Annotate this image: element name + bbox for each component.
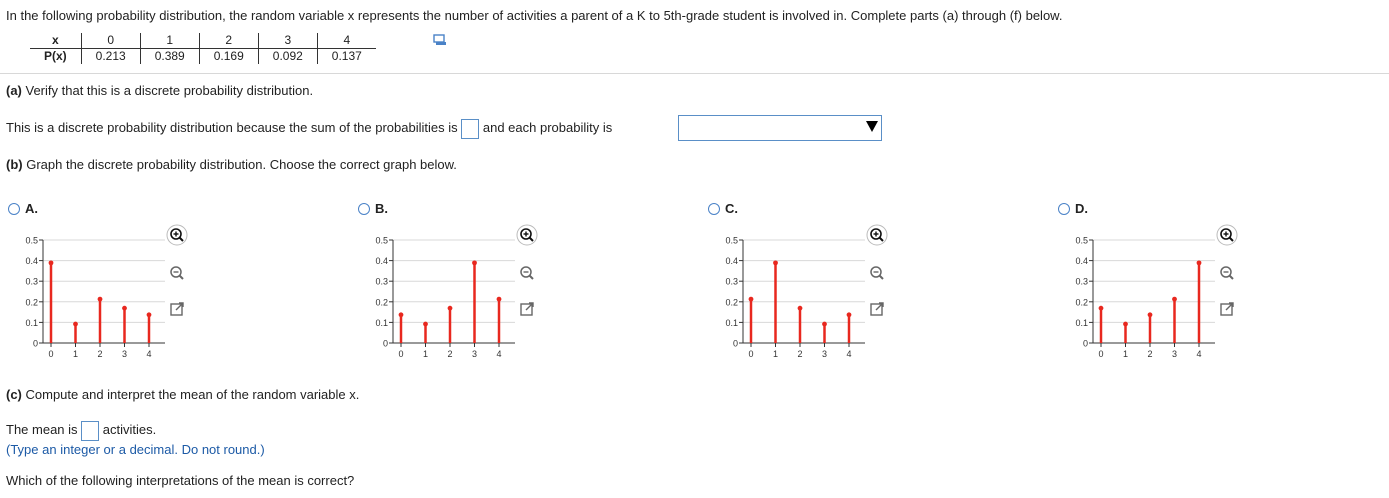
x-tick-label: 4 [496,349,502,359]
x-tick-label: 0 [48,349,54,359]
y-tick-label: 0.1 [25,317,38,328]
x-tick-label: 0 [748,349,754,359]
part-a-sentence-start: This is a discrete probability distribution because the sum of the probabilities is [6,120,458,135]
interpretation-prompt: Which of the following interpretations of the mean is correct? [6,473,355,488]
option-a[interactable] [8,200,38,216]
p-value: 0.389 [140,49,199,65]
y-tick-label: 0.5 [1075,235,1088,246]
bar-point [98,297,103,302]
option-d-label: D. [1075,201,1088,217]
bar-point [423,322,428,327]
x-tick-label: 1 [1122,349,1129,359]
option-a-radio[interactable] [8,203,20,215]
y-tick-label: 0.2 [25,297,38,308]
mean-sentence [6,419,156,441]
bar-point [122,306,127,311]
zoom-out-icon[interactable] [166,262,188,284]
bar-point [147,312,152,317]
option-a-label: A. [25,201,38,217]
copy-table-icon[interactable] [433,34,447,46]
answer-format-hint: (Type an integer or a decimal. Do not round.) [6,442,265,457]
y-tick-label: 0.1 [725,317,738,328]
zoom-in-icon[interactable] [166,224,188,246]
part-c-heading [6,387,359,402]
mean-suffix: activities. [102,422,157,437]
x-tick-label: 2 [1147,349,1153,359]
table-prob-row [30,49,376,65]
part-a-heading-text: Verify that this is a discrete probability distribution. [21,83,314,98]
bar-point [1123,322,1128,327]
y-tick-label: 0.5 [25,235,38,246]
x-tick-label: 3 [1171,349,1178,359]
x-tick-label: 3 [121,349,128,359]
x-tick-label: 2 [447,349,453,359]
bar-point [49,260,54,265]
chart-option-d [1055,228,1215,360]
bar-point [1148,312,1153,317]
x-value: 0 [81,33,140,49]
p-value: 0.137 [317,49,376,65]
y-tick-label: 0 [382,338,388,349]
x-tick-label: 0 [1098,349,1104,359]
y-tick-label: 0.3 [725,276,738,287]
popout-icon[interactable] [866,298,888,320]
option-d-radio[interactable] [1058,203,1070,215]
x-label: x [30,33,81,49]
option-d[interactable] [1058,200,1088,216]
y-tick-label: 0.2 [725,297,738,308]
y-tick-label: 0.1 [375,317,388,328]
probability-property-dropdown[interactable] [678,115,882,141]
y-tick-label: 0.4 [25,256,38,267]
bar-point [497,297,502,302]
dropdown-arrow-icon[interactable] [866,121,878,132]
bar-point [472,260,477,265]
x-value: 3 [258,33,317,49]
y-tick-label: 0.2 [375,297,388,308]
x-tick-label: 3 [821,349,828,359]
part-b-heading [6,157,457,172]
x-tick-label: 3 [471,349,478,359]
x-value: 1 [140,33,199,49]
zoom-out-icon[interactable] [516,262,538,284]
mean-prefix: The mean is [6,422,78,437]
x-tick-label: 0 [398,349,404,359]
bar-point [847,312,852,317]
y-tick-label: 0.4 [725,256,738,267]
bar-point [73,322,78,327]
chart-d-tools [1216,224,1238,320]
mean-answer-input[interactable] [81,421,99,441]
y-tick-label: 0 [1082,338,1088,349]
y-tick-label: 0.5 [375,235,388,246]
zoom-in-icon[interactable] [1216,224,1238,246]
x-value: 4 [317,33,376,49]
x-tick-label: 1 [72,349,79,359]
popout-icon[interactable] [1216,298,1238,320]
option-b[interactable] [358,200,388,216]
x-tick-label: 1 [772,349,779,359]
bar-point [798,306,803,311]
x-value: 2 [199,33,258,49]
part-a-letter: (a) [6,83,22,98]
section-divider [0,73,1389,74]
question-intro: In the following probability distribution, the random variable x represents the number of activities a parent of a K to 5th-grade student is involved in. Complete parts (a) through (f) below. [6,8,1063,23]
bar-point [822,322,827,327]
y-tick-label: 0.4 [375,256,388,267]
bar-point [749,297,754,302]
x-tick-label: 2 [97,349,103,359]
part-a-sentence [6,117,612,139]
part-c-heading-text: Compute and interpret the mean of the random variable x. [21,387,360,402]
p-label: P(x) [44,49,67,63]
bar-point [448,306,453,311]
chart-c-tools [866,224,888,320]
option-c-radio[interactable] [708,203,720,215]
x-tick-label: 1 [422,349,429,359]
table-header-row [30,33,376,49]
option-c-label: C. [725,201,738,217]
y-tick-label: 0 [32,338,38,349]
part-b-letter: (b) [6,157,23,172]
y-tick-label: 0.3 [375,276,388,287]
y-tick-label: 0.4 [1075,256,1088,267]
bar-point [399,312,404,317]
sum-answer-input[interactable] [461,119,479,139]
bar-point [1099,306,1104,311]
bar-point [1172,297,1177,302]
p-value: 0.169 [199,49,258,65]
p-value: 0.092 [258,49,317,65]
x-tick-label: 4 [846,349,852,359]
y-tick-label: 0.1 [1075,317,1088,328]
chart-option-c [705,228,865,360]
chart-b-tools [516,224,538,320]
bar-point [1197,260,1202,265]
y-tick-label: 0.5 [725,235,738,246]
y-tick-label: 0 [732,338,738,349]
x-tick-label: 2 [797,349,803,359]
option-b-label: B. [375,201,388,217]
popout-icon[interactable] [166,298,188,320]
option-c[interactable] [708,200,738,216]
chart-a-tools [166,224,188,320]
y-tick-label: 0.3 [25,276,38,287]
part-a-sentence-mid: and each probability is [482,120,613,135]
chart-option-b [355,228,515,360]
x-tick-label: 4 [1196,349,1202,359]
y-tick-label: 0.3 [1075,276,1088,287]
y-tick-label: 0.2 [1075,297,1088,308]
p-value: 0.213 [81,49,140,65]
x-tick-label: 4 [146,349,152,359]
bar-point [773,260,778,265]
option-b-radio[interactable] [358,203,370,215]
part-a-heading [6,83,313,98]
popout-icon[interactable] [516,298,538,320]
zoom-out-icon[interactable] [1216,262,1238,284]
part-c-letter: (c) [6,387,22,402]
zoom-in-icon[interactable] [866,224,888,246]
part-b-heading-text: Graph the discrete probability distribution. Choose the correct graph below. [22,157,457,172]
zoom-out-icon[interactable] [866,262,888,284]
chart-option-a [5,228,165,360]
zoom-in-icon[interactable] [516,224,538,246]
probability-table [30,33,376,64]
